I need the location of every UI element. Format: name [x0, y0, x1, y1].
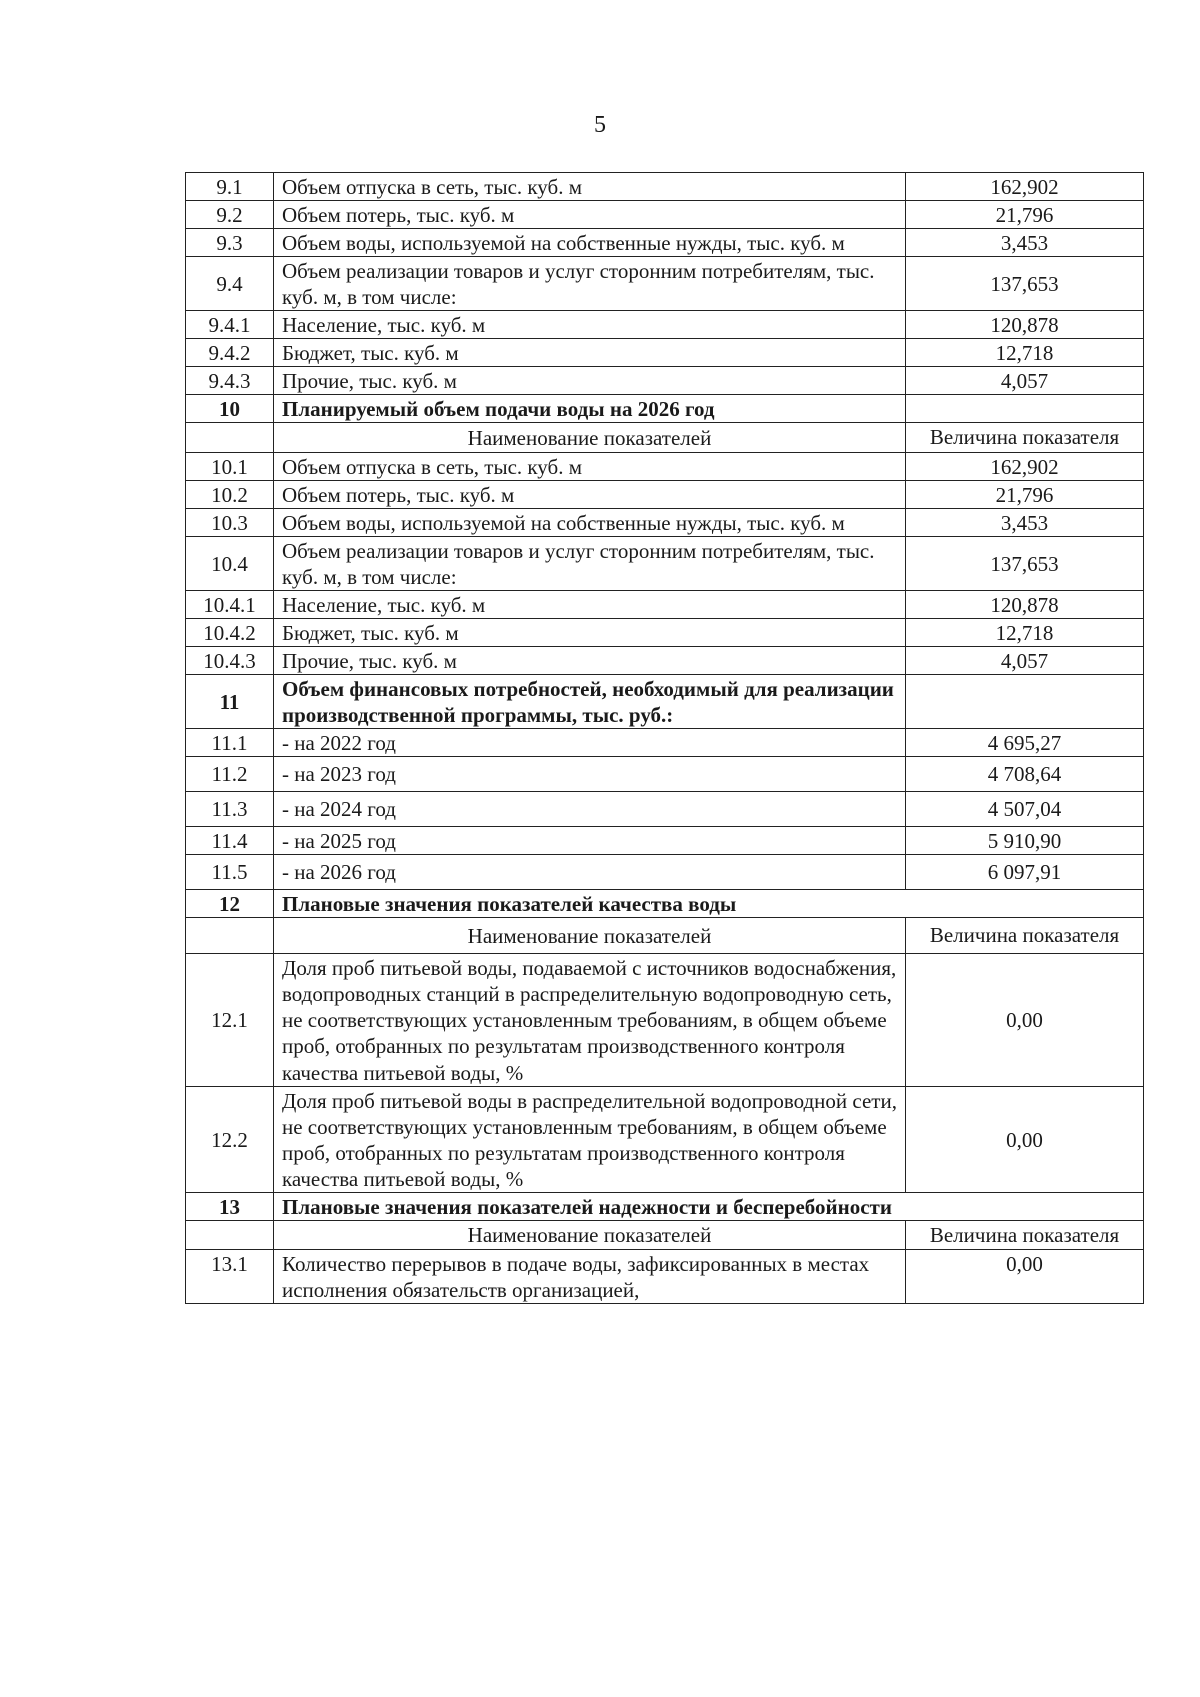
- row-number: 10.3: [186, 508, 274, 536]
- row-name: Бюджет, тыс. куб. м: [274, 339, 906, 367]
- row-value: 120,878: [906, 590, 1144, 618]
- section-heading-row: [186, 395, 1144, 423]
- row-number: 9.4.3: [186, 367, 274, 395]
- table-row: [186, 536, 1144, 590]
- row-number: 9.4: [186, 257, 274, 311]
- row-name: Объем отпуска в сеть, тыс. куб. м: [274, 173, 906, 201]
- section-number: 10: [186, 395, 274, 423]
- row-number: 10.4.2: [186, 618, 274, 646]
- row-name: Количество перерывов в подаче воды, зафиксированных в местах исполнения обязательств организацией,: [274, 1249, 906, 1303]
- row-number: 9.3: [186, 229, 274, 257]
- row-name: Прочие, тыс. куб. м: [274, 367, 906, 395]
- row-number: 10.2: [186, 480, 274, 508]
- row-name: - на 2023 год: [274, 756, 906, 791]
- section-heading-row: [186, 1192, 1144, 1220]
- row-name: Бюджет, тыс. куб. м: [274, 618, 906, 646]
- row-value: 21,796: [906, 201, 1144, 229]
- row-number: 9.4.2: [186, 339, 274, 367]
- section-number: 12: [186, 890, 274, 918]
- header-value: Величина показателя: [906, 423, 1144, 452]
- row-number: 11.4: [186, 826, 274, 854]
- row-value: 6 097,91: [906, 855, 1144, 890]
- table-row: [186, 855, 1144, 890]
- row-value: 12,718: [906, 339, 1144, 367]
- table-row: [186, 954, 1144, 1086]
- row-name: Доля проб питьевой воды, подаваемой с источников водоснабжения, водопроводных станций в распределительную водопроводную сеть, не соответствующих установленным требованиям, в общем объеме проб, отобранных по результатам производственного контроля качества питьевой воды, %: [274, 954, 906, 1086]
- row-value: 12,718: [906, 618, 1144, 646]
- table-row: [186, 590, 1144, 618]
- row-value: 120,878: [906, 311, 1144, 339]
- row-value: 4 708,64: [906, 756, 1144, 791]
- section-heading-row: [186, 674, 1144, 728]
- header-number-cell: [186, 918, 274, 954]
- row-name: - на 2026 год: [274, 855, 906, 890]
- row-value: 4,057: [906, 646, 1144, 674]
- row-name: Объем воды, используемой на собственные нужды, тыс. куб. м: [274, 229, 906, 257]
- row-number: 9.2: [186, 201, 274, 229]
- section-title: Плановые значения показателей качества воды: [274, 890, 1144, 918]
- table-row: [186, 791, 1144, 826]
- page-number: 5: [594, 112, 606, 138]
- row-number: 12.2: [186, 1086, 274, 1192]
- table-row: [186, 1249, 1144, 1303]
- row-name: Объем воды, используемой на собственные нужды, тыс. куб. м: [274, 508, 906, 536]
- row-name: Доля проб питьевой воды в распределительной водопроводной сети, не соответствующих установленным требованиям, в общем объеме проб, отобранных по результатам производственного контроля качества питьевой воды, %: [274, 1086, 906, 1192]
- header-value: Величина показателя: [906, 918, 1144, 954]
- table-row: [186, 257, 1144, 311]
- row-number: 12.1: [186, 954, 274, 1086]
- row-value: 0,00: [906, 954, 1144, 1086]
- table-row: [186, 826, 1144, 854]
- table-row: [186, 367, 1144, 395]
- row-value: 3,453: [906, 229, 1144, 257]
- row-number: 11.3: [186, 791, 274, 826]
- header-name: Наименование показателей: [274, 423, 906, 452]
- row-number: 10.4.1: [186, 590, 274, 618]
- row-name: Объем потерь, тыс. куб. м: [274, 201, 906, 229]
- row-value: 4 695,27: [906, 728, 1144, 756]
- column-header-row: [186, 918, 1144, 954]
- table-row: [186, 229, 1144, 257]
- table-row: [186, 728, 1144, 756]
- row-number: 10.4.3: [186, 646, 274, 674]
- column-header-row: [186, 423, 1144, 452]
- header-number-cell: [186, 423, 274, 452]
- row-number: 9.4.1: [186, 311, 274, 339]
- row-value: 21,796: [906, 480, 1144, 508]
- column-header-row: [186, 1220, 1144, 1249]
- row-number: 10.1: [186, 452, 274, 480]
- section-title: Планируемый объем подачи воды на 2026 год: [274, 395, 906, 423]
- section-title: Объем финансовых потребностей, необходимый для реализации производственной программы, тыс. руб.:: [274, 674, 906, 728]
- row-name: - на 2024 год: [274, 791, 906, 826]
- row-name: Объем реализации товаров и услуг сторонним потребителям, тыс. куб. м, в том числе:: [274, 536, 906, 590]
- header-name: Наименование показателей: [274, 1220, 906, 1249]
- row-name: - на 2025 год: [274, 826, 906, 854]
- table-row: [186, 1086, 1144, 1192]
- row-value: 3,453: [906, 508, 1144, 536]
- table-row: [186, 339, 1144, 367]
- header-name: Наименование показателей: [274, 918, 906, 954]
- row-value: 5 910,90: [906, 826, 1144, 854]
- section-value-cell: [906, 395, 1144, 423]
- row-name: Объем потерь, тыс. куб. м: [274, 480, 906, 508]
- header-number-cell: [186, 1220, 274, 1249]
- row-value: 4,057: [906, 367, 1144, 395]
- row-name: Прочие, тыс. куб. м: [274, 646, 906, 674]
- table-row: [186, 173, 1144, 201]
- row-value: 0,00: [906, 1249, 1144, 1303]
- row-name: Объем реализации товаров и услуг сторонним потребителям, тыс. куб. м, в том числе:: [274, 257, 906, 311]
- row-value: 162,902: [906, 452, 1144, 480]
- production-program-table: [185, 172, 1144, 1304]
- section-value-cell: [906, 674, 1144, 728]
- header-value: Величина показателя: [906, 1220, 1144, 1249]
- row-number: 11.1: [186, 728, 274, 756]
- table-row: [186, 508, 1144, 536]
- table-row: [186, 618, 1144, 646]
- row-number: 9.1: [186, 173, 274, 201]
- table-row: [186, 646, 1144, 674]
- row-value: 0,00: [906, 1086, 1144, 1192]
- row-value: 4 507,04: [906, 791, 1144, 826]
- row-name: - на 2022 год: [274, 728, 906, 756]
- row-number: 13.1: [186, 1249, 274, 1303]
- table-row: [186, 452, 1144, 480]
- row-number: 11.5: [186, 855, 274, 890]
- row-value: 162,902: [906, 173, 1144, 201]
- row-name: Объем отпуска в сеть, тыс. куб. м: [274, 452, 906, 480]
- section-heading-row: [186, 890, 1144, 918]
- table-row: [186, 756, 1144, 791]
- section-title: Плановые значения показателей надежности и бесперебойности: [274, 1192, 1144, 1220]
- row-value: 137,653: [906, 257, 1144, 311]
- row-name: Население, тыс. куб. м: [274, 590, 906, 618]
- section-number: 13: [186, 1192, 274, 1220]
- section-number: 11: [186, 674, 274, 728]
- table-row: [186, 201, 1144, 229]
- row-number: 10.4: [186, 536, 274, 590]
- row-value: 137,653: [906, 536, 1144, 590]
- row-name: Население, тыс. куб. м: [274, 311, 906, 339]
- table-row: [186, 480, 1144, 508]
- row-number: 11.2: [186, 756, 274, 791]
- table-row: [186, 311, 1144, 339]
